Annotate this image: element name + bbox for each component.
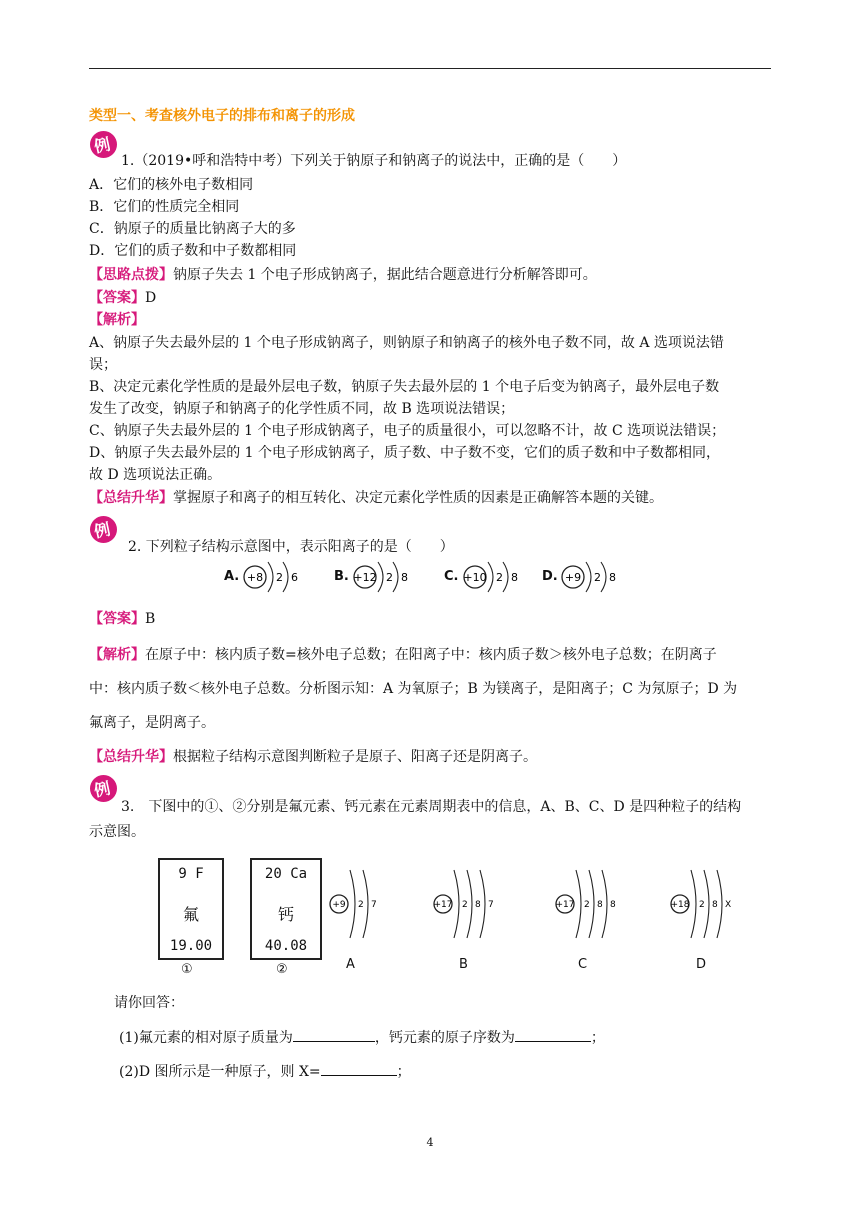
q3-atom-diagram (554, 868, 644, 940)
shell-arc (503, 562, 508, 592)
q2-stem: 2. 下列粒子结构示意图中，表示阳离子的是（ ） (128, 539, 454, 555)
electron-count: 2 (358, 900, 364, 911)
q2-summary: 【总结升华】根据粒子结构示意图判断粒子是原子、阳离子还是阴离子。 (89, 749, 537, 765)
q1-option-c: C．钠原子的质量比钠离子大的多 (89, 221, 296, 237)
shell-arc (576, 870, 581, 938)
answer-label: 【答案】 (89, 290, 145, 306)
electron-count: 8 (712, 900, 718, 911)
page-number: 4 (426, 1136, 434, 1149)
shell-arc (393, 562, 398, 592)
shell-arc (488, 562, 493, 592)
q1-analysis-line: A、钠原子失去最外层的 1 个电子形成钠离子，则钠原子和钠离子的核外电子数不同，故 A 选项说法错 (89, 335, 724, 351)
q1-analysis-line: D、钠原子失去最外层的 1 个电子形成钠离子，质子数、中子数不变，它们的质子数和中子数都相同， (89, 445, 721, 461)
q2-answer: 【答案】B (89, 611, 156, 627)
q3-prompt: 请你回答： (114, 995, 184, 1011)
q1-stem: 1.（2019•呼和浩特中考）下列关于钠原子和钠离子的说法中，正确的是（ ） (121, 153, 627, 169)
q3-diagram-label: B (459, 957, 468, 972)
hint-label: 【思路点拨】 (89, 267, 173, 283)
q2-atom-diagram (242, 560, 312, 594)
nucleus-charge: +17 (555, 900, 575, 911)
section-title: 类型一、考查核外电子的排布和离子的形成 (89, 108, 355, 124)
electron-count: 8 (610, 900, 616, 911)
q2-analysis: 【解析】在原子中：核内质子数=核外电子总数；在阳离子中：核内质子数＞核外电子总数；在阴离子 (89, 647, 717, 663)
q3-atom-diagram (432, 868, 522, 940)
shell-arc (601, 562, 606, 592)
electron-count: 8 (609, 570, 616, 584)
shell-arc (350, 870, 355, 938)
blank-x-value[interactable] (321, 1061, 397, 1076)
blank-fluorine-mass[interactable] (293, 1027, 375, 1042)
nucleus-charge: +17 (433, 900, 453, 911)
q3-diagram-label: C (578, 957, 588, 972)
electron-count: 7 (371, 900, 377, 911)
nucleus-charge: +9 (564, 570, 582, 584)
electron-count: 8 (401, 570, 408, 584)
q2-option-label: B. (334, 569, 349, 584)
nucleus-charge: +12 (353, 570, 377, 584)
electron-count: 8 (475, 900, 481, 911)
q1-analysis-label: 【解析】 (89, 312, 145, 328)
electron-count: 2 (386, 570, 393, 584)
q3-sub1: (1)氟元素的相对原子质量为 ，钙元素的原子序数为 ； (119, 1027, 605, 1048)
q1-answer (89, 288, 156, 308)
electron-count: 2 (584, 900, 590, 911)
q1-option-a: A．它们的核外电子数相同 (89, 177, 254, 193)
shell-arc (467, 870, 472, 938)
q1-analysis-line: 发生了改变，钠原子和钠离子的化学性质不同，故 B 选项说法错误； (89, 401, 515, 417)
q3-diagram-label: A (346, 957, 355, 972)
card-tag-1: ① (181, 962, 193, 977)
shell-arc (589, 870, 594, 938)
shell-arc (717, 870, 722, 938)
shell-arc (704, 870, 709, 938)
nucleus-charge: +9 (332, 900, 346, 911)
q2-atom-diagram (352, 560, 422, 594)
nucleus-charge: +8 (246, 570, 264, 584)
answer-text: D (145, 290, 157, 306)
electron-count: 2 (699, 900, 705, 911)
q2-atom-diagram (462, 560, 532, 594)
electron-count: 8 (511, 570, 518, 584)
example-badge-2: 例 (90, 516, 117, 543)
hint-text: 钠原子失去 1 个电子形成钠离子，据此结合题意进行分析解答即可。 (173, 267, 597, 283)
summary-text: 掌握原子和离子的相互转化、决定元素化学性质的因素是正确解答本题的关键。 (173, 490, 663, 506)
nucleus-charge: +10 (463, 570, 487, 584)
q1-summary (89, 488, 663, 508)
shell-arc (283, 562, 288, 592)
example-badge-1: 例 (90, 131, 117, 158)
q1-analysis-line: 误； (89, 357, 117, 373)
q2-analysis-line: 中：核内质子数＜核外电子总数。分析图示知：A 为氧原子；B 为镁离子，是阳离子；C 为氖原子；D 为 (89, 681, 738, 697)
electron-count: X (725, 900, 732, 911)
electron-count: 2 (276, 570, 283, 584)
q1-hint (89, 265, 597, 285)
summary-label: 【总结升华】 (89, 490, 173, 506)
example-badge-3: 例 (90, 775, 117, 802)
electron-count: 8 (597, 900, 603, 911)
q3-sub2: (2)D 图所示是一种原子，则 X= ； (119, 1061, 411, 1082)
q1-analysis-line: 故 D 选项说法正确。 (89, 467, 222, 483)
q2-option-label: A. (224, 569, 240, 584)
q3-stem-line1: 3. 下图中的①、②分别是氟元素、钙元素在元素周期表中的信息，A、B、C、D 是四种粒子的结构 (121, 799, 742, 815)
electron-count: 2 (496, 570, 503, 584)
electron-count: 6 (291, 570, 298, 584)
shell-arc (378, 562, 383, 592)
element-card-calcium: 20 Ca 钙 40.08 (250, 858, 322, 960)
shell-arc (454, 870, 459, 938)
q3-atom-diagram (669, 868, 759, 940)
q3-diagram-label: D (696, 957, 707, 972)
q2-atom-diagram (560, 560, 630, 594)
q2-analysis-line: 氟离子，是阴离子。 (89, 715, 215, 731)
electron-count: 2 (594, 570, 601, 584)
shell-arc (602, 870, 607, 938)
shell-arc (691, 870, 696, 938)
q2-option-label: C. (444, 569, 459, 584)
shell-arc (363, 870, 368, 938)
q1-option-d: D．它们的质子数和中子数都相同 (89, 243, 297, 259)
nucleus-charge: +18 (670, 900, 690, 911)
blank-calcium-number[interactable] (515, 1027, 591, 1042)
q1-analysis-line: B、决定元素化学性质的是最外层电子数，钠原子失去最外层的 1 个电子后变为钠离子，最外层电子数 (89, 379, 720, 395)
card-tag-2: ② (276, 962, 288, 977)
shell-arc (480, 870, 485, 938)
element-card-fluorine: 9 F 氟 19.00 (158, 858, 224, 960)
shell-arc (268, 562, 273, 592)
header-rule (89, 68, 771, 69)
q1-analysis-line: C、钠原子失去最外层的 1 个电子形成钠离子，电子的质量很小，可以忽略不计，故 C 选项说法错误； (89, 423, 726, 439)
electron-count: 7 (488, 900, 494, 911)
q3-stem-line2: 示意图。 (89, 824, 145, 840)
q2-option-label: D. (542, 569, 558, 584)
q3-atom-diagram (328, 868, 418, 940)
electron-count: 2 (462, 900, 468, 911)
q1-option-b: B．它们的性质完全相同 (89, 199, 240, 215)
shell-arc (586, 562, 591, 592)
